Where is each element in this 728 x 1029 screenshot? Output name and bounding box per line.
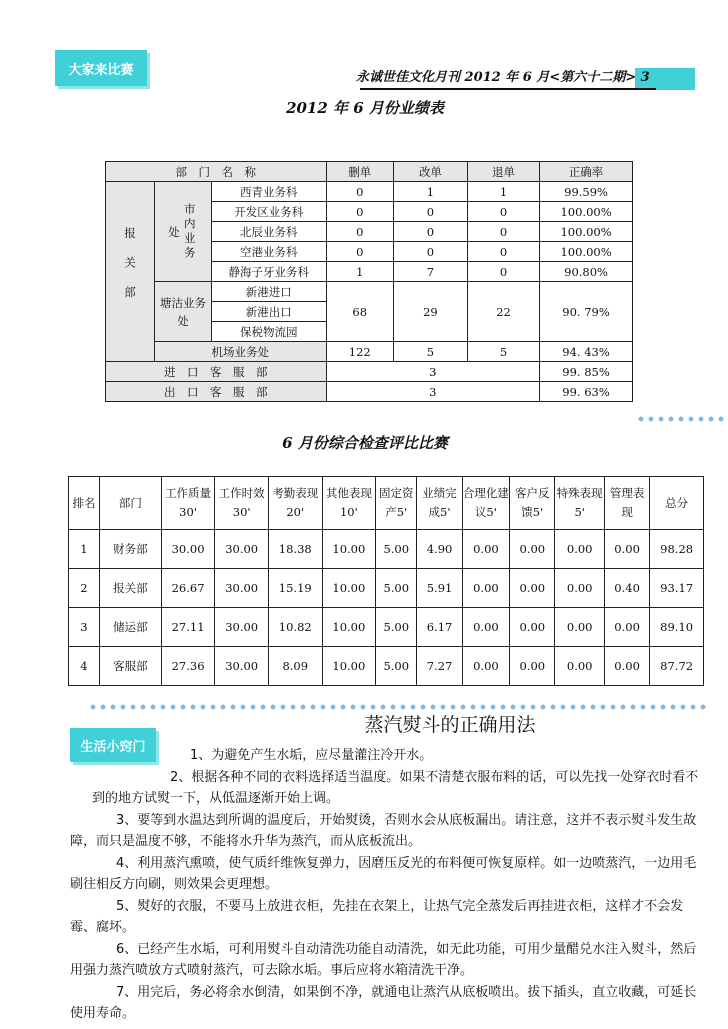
- cell: 90.80%: [540, 262, 633, 282]
- eval-cell: 0.00: [604, 608, 649, 647]
- table1-title: 2012 年 6 月份业绩表: [286, 99, 444, 117]
- export-cs-name: 出 口 客 服 部: [106, 382, 327, 402]
- cell: 0: [393, 242, 467, 262]
- eval-cell: 89.10: [650, 608, 704, 647]
- eval-cell: 0.00: [555, 569, 604, 608]
- article-badge: 生活小窍门: [70, 728, 156, 762]
- eval-cell: 18.38: [268, 530, 322, 569]
- eval-header-cell: 客户反馈5': [510, 477, 555, 530]
- table-row: [69, 530, 704, 569]
- eval-header-cell: 总分: [650, 477, 704, 530]
- dotted-divider: [636, 416, 728, 422]
- eval-cell: 30.00: [161, 530, 215, 569]
- airport-name: 机场业务处: [155, 342, 327, 362]
- cell: 68: [326, 282, 393, 342]
- eval-cell: 1: [69, 530, 100, 569]
- evaluation-table: [68, 476, 704, 686]
- section-badge: 大家来比赛: [55, 50, 147, 86]
- eval-cell: 储运部: [99, 608, 161, 647]
- import-cs-name: 进 口 客 服 部: [106, 362, 327, 382]
- header-rate: 正确率: [540, 162, 633, 182]
- cell: 7: [393, 262, 467, 282]
- eval-header-cell: 合理化建议5': [462, 477, 509, 530]
- performance-table: [105, 161, 633, 402]
- paragraph: 1、为避免产生水垢，应尽量灌注冷开水。: [190, 748, 433, 763]
- header-delete: 删单: [326, 162, 393, 182]
- header-return: 退单: [467, 162, 539, 182]
- eval-cell: 98.28: [650, 530, 704, 569]
- eval-cell: 7.27: [417, 647, 462, 686]
- cell: 0: [393, 222, 467, 242]
- eval-cell: 5.91: [417, 569, 462, 608]
- sub-label: 处: [168, 224, 180, 239]
- cell: 3: [326, 362, 540, 382]
- cell: 0: [326, 242, 393, 262]
- cell: 99. 63%: [540, 382, 633, 402]
- eval-cell: 27.11: [161, 608, 215, 647]
- city-label-cell: [155, 182, 212, 282]
- cell: 0: [467, 222, 539, 242]
- eval-header-cell: 工作质量30': [161, 477, 215, 530]
- paragraph: 3、要等到水温达到所调的温度后，开始熨烫，否则水会从底板漏出。请注意，这并不表示熨斗发生故障，而只是温度不够，不能将水升华为蒸汽，而从底板流出。: [70, 812, 697, 849]
- article-title: 蒸汽熨斗的正确用法: [364, 714, 536, 736]
- table-row: [69, 647, 704, 686]
- eval-cell: 30.00: [215, 569, 269, 608]
- eval-header-cell: 工作时效30': [215, 477, 269, 530]
- cell: 22: [467, 282, 539, 342]
- eval-cell: 5.00: [376, 608, 417, 647]
- eval-header-cell: 特殊表现5': [555, 477, 604, 530]
- paragraph: 6、已经产生水垢，可利用熨斗自动清洗功能自动清洗，如无此功能，可用少量醋兑水注入熨斗，然后用强力蒸汽喷放方式喷射蒸汽，可去除水垢。事后应将水箱清洗干净。: [70, 941, 697, 978]
- eval-cell: 0.00: [555, 530, 604, 569]
- eval-cell: 5.00: [376, 530, 417, 569]
- cell: 100.00%: [540, 202, 633, 222]
- eval-cell: 10.00: [322, 608, 376, 647]
- eval-header-cell: 业绩完成5': [417, 477, 462, 530]
- cell: 0: [393, 202, 467, 222]
- eval-cell: 5.00: [376, 569, 417, 608]
- row-name: 北辰业务科: [212, 222, 327, 242]
- eval-header-cell: 固定资产5': [376, 477, 417, 530]
- cell: 94. 43%: [540, 342, 633, 362]
- eval-header-cell: 其他表现10': [322, 477, 376, 530]
- cell: 3: [326, 382, 540, 402]
- paragraph: 2、根据各种不同的衣料选择适当温度。如果不清楚衣服布料的话，可以先找一处穿衣时看不到的地方试熨一下，从低温逐渐开始上调。: [92, 769, 699, 806]
- cell: 0: [326, 202, 393, 222]
- table2-title: 6 月份综合检查评比比赛: [282, 434, 448, 452]
- eval-cell: 3: [69, 608, 100, 647]
- eval-cell: 30.00: [215, 608, 269, 647]
- paragraph: 5、熨好的衣服，不要马上放进衣柜，先挂在衣架上，让热气完全蒸发后再挂进衣柜，这样才不会发霉、腐坏。: [70, 898, 684, 935]
- eval-cell: 0.40: [604, 569, 649, 608]
- eval-cell: 2: [69, 569, 100, 608]
- row-name: 静海子牙业务科: [212, 262, 327, 282]
- eval-cell: 27.36: [161, 647, 215, 686]
- cell: 122: [326, 342, 393, 362]
- tanggu-item: 新港进口: [212, 282, 327, 302]
- cell: 0: [467, 202, 539, 222]
- eval-cell: 0.00: [604, 647, 649, 686]
- cell: 5: [393, 342, 467, 362]
- masthead: 永诚世佳文化月刊 2012 年 6 月<第六十二期> 3: [356, 70, 650, 85]
- cell: 0: [467, 262, 539, 282]
- eval-cell: 0.00: [462, 530, 509, 569]
- eval-cell: 客服部: [99, 647, 161, 686]
- eval-cell: 0.00: [510, 608, 555, 647]
- eval-header-cell: 管理表现: [604, 477, 649, 530]
- eval-header-cell: 部门: [99, 477, 161, 530]
- row-name: 西青业务科: [212, 182, 327, 202]
- table-row: [69, 608, 704, 647]
- eval-cell: 0.00: [462, 569, 509, 608]
- eval-cell: 0.00: [555, 608, 604, 647]
- group-label: 报关部: [106, 182, 155, 362]
- cell: 99.59%: [540, 182, 633, 202]
- eval-cell: 0.00: [510, 530, 555, 569]
- header-rule: [360, 88, 656, 90]
- cell: 90. 79%: [540, 282, 633, 342]
- eval-cell: 26.67: [161, 569, 215, 608]
- table-row: [69, 569, 704, 608]
- cell: 5: [467, 342, 539, 362]
- paragraph: 4、利用蒸汽熏喷，使气质纤维恢复弹力，因磨压反光的布料便可恢复原样。如一边喷蒸汽，一边用毛刷往相反方向刷，则效果会更理想。: [70, 855, 697, 892]
- cell: 1: [326, 262, 393, 282]
- cell: 0: [467, 242, 539, 262]
- eval-cell: 5.00: [376, 647, 417, 686]
- row-name: 开发区业务科: [212, 202, 327, 222]
- header-modify: 改单: [393, 162, 467, 182]
- cell: 29: [393, 282, 467, 342]
- eval-cell: 10.00: [322, 530, 376, 569]
- eval-cell: 15.19: [268, 569, 322, 608]
- cell: 1: [393, 182, 467, 202]
- eval-cell: 4: [69, 647, 100, 686]
- cell: 1: [467, 182, 539, 202]
- eval-cell: 6.17: [417, 608, 462, 647]
- eval-header-cell: 考勤表现20': [268, 477, 322, 530]
- eval-cell: 87.72: [650, 647, 704, 686]
- eval-cell: 0.00: [510, 647, 555, 686]
- eval-cell: 0.00: [462, 608, 509, 647]
- tanggu-item: 保税物流园: [212, 322, 327, 342]
- city-label: 市内业务: [182, 202, 197, 261]
- tanggu-item: 新港出口: [212, 302, 327, 322]
- eval-cell: 8.09: [268, 647, 322, 686]
- eval-cell: 0.00: [510, 569, 555, 608]
- eval-cell: 10.82: [268, 608, 322, 647]
- eval-cell: 0.00: [604, 530, 649, 569]
- eval-cell: 财务部: [99, 530, 161, 569]
- eval-cell: 30.00: [215, 647, 269, 686]
- eval-header-cell: 排名: [69, 477, 100, 530]
- cell: 100.00%: [540, 222, 633, 242]
- eval-cell: 4.90: [417, 530, 462, 569]
- eval-cell: 0.00: [555, 647, 604, 686]
- row-name: 空港业务科: [212, 242, 327, 262]
- tanggu-label: 塘沽业务处: [155, 282, 212, 342]
- header-dept: 部 门 名 称: [106, 162, 327, 182]
- cell: 100.00%: [540, 242, 633, 262]
- eval-cell: 93.17: [650, 569, 704, 608]
- paragraph: 7、用完后，务必将余水倒清，如果倒不净，就通电让蒸汽从底板喷出。拔下插头，直立收藏，可延长使用寿命。: [70, 984, 697, 1021]
- eval-cell: 30.00: [215, 530, 269, 569]
- article-body: [70, 745, 708, 1025]
- eval-cell: 报关部: [99, 569, 161, 608]
- cell: 0: [326, 182, 393, 202]
- eval-cell: 10.00: [322, 647, 376, 686]
- eval-cell: 10.00: [322, 569, 376, 608]
- eval-cell: 0.00: [462, 647, 509, 686]
- cell: 0: [326, 222, 393, 242]
- cell: 99. 85%: [540, 362, 633, 382]
